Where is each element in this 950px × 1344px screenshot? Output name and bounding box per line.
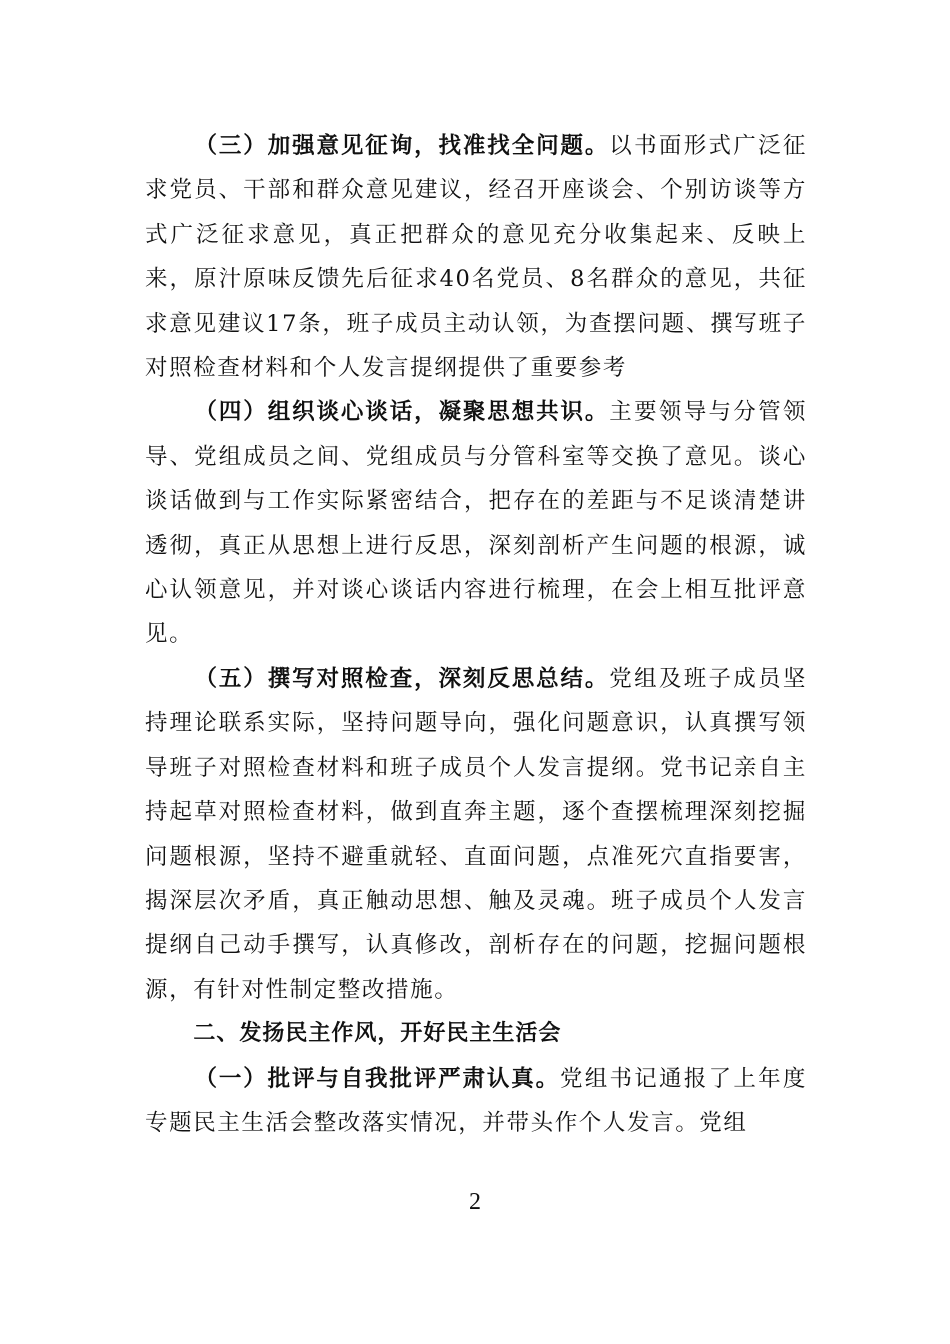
paragraph-section-two-one-lead: （一）批评与自我批评严肃认真。 <box>194 1065 560 1092</box>
paragraph-four-body: 主要领导与分管领导、党组成员之间、党组成员与分管科室等交换了意见。谈心谈话做到与工作实际紧密结合，把存在的差距与不足谈清楚讲透彻，真正从思想上进行反思，深刻剖析产生问题的根源，诚心认领意见，并对谈心谈话内容进行梳理，在会上相互批评意见。 <box>145 399 807 648</box>
paragraph-three-lead: （三）加强意见征询，找准找全问题。 <box>194 133 610 159</box>
paragraph-five-lead: （五）撰写对照检查，深刻反思总结。 <box>194 665 610 692</box>
document-body <box>145 124 807 1145</box>
paragraph-five <box>145 657 807 1012</box>
paragraph-five-body: 党组及班子成员坚持理论联系实际，坚持问题导向，强化问题意识，认真撰写领导班子对照检查材料和班子成员个人发言提纲。党书记亲自主持起草对照检查材料，做到直奔主题，逐个查摆梳理深刻挖掘问题根源，坚持不避重就轻、直面问题，点准死穴直指要害，揭深层次矛盾，真正触动思想、触及灵魂。班子成员个人发言提纲自己动手撰写，认真修改，剖析存在的问题，挖掘问题根源，有针对性制定整改措施。 <box>145 665 807 1003</box>
paragraph-three <box>145 124 807 390</box>
paragraph-section-two-one-body: 党组书记通报了上年度专题民主生活会整改落实情况，并带头作个人发言。党组 <box>145 1065 807 1136</box>
page-number: 2 <box>469 1189 481 1215</box>
paragraph-four-lead: （四）组织谈心谈话，凝聚思想共识。 <box>194 399 610 426</box>
paragraph-three-body: 以书面形式广泛征求党员、干部和群众意见建议，经召开座谈会、个别访谈等方式广泛征求意见，真正把群众的意见充分收集起来、反映上来，原汁原味反馈先后征求40名党员、8名群众的意见，共征求意见建议17条，班子成员主动认领，为查摆问题、撰写班子对照检查材料和个人发言提纲提供了重要参考 <box>145 133 807 382</box>
paragraph-section-two-one <box>145 1057 807 1146</box>
paragraph-four <box>145 390 807 656</box>
section-heading: 二、发扬民主作风，开好民主生活会 <box>193 1021 562 1047</box>
